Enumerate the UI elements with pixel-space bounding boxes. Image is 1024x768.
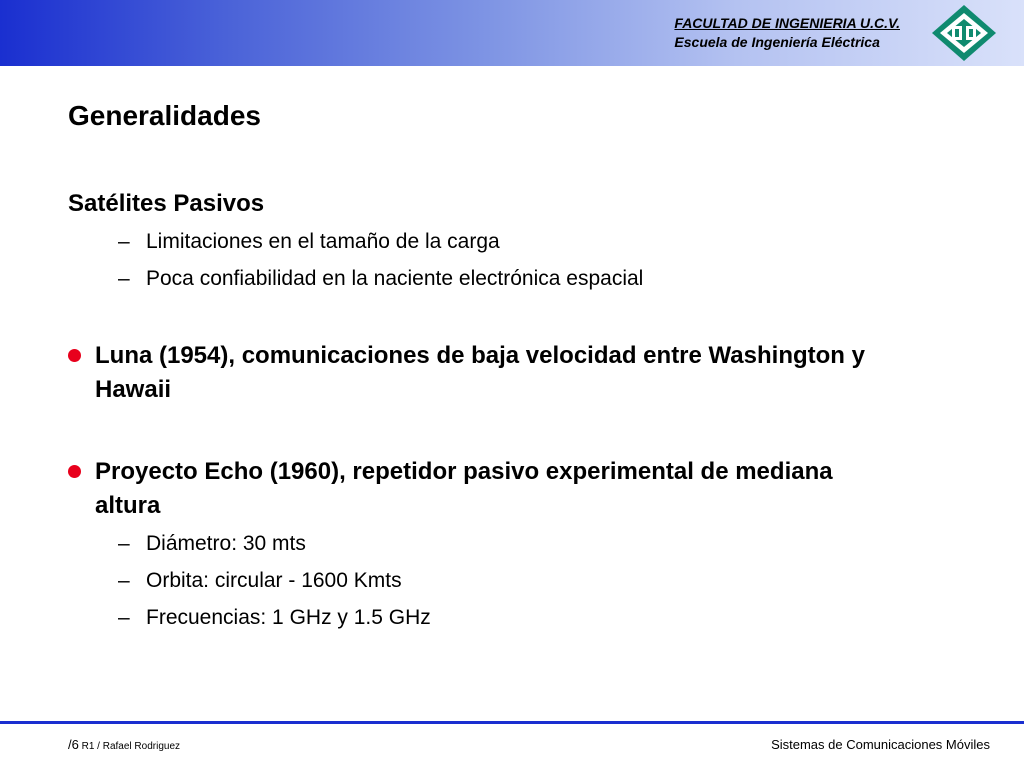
bullet-item — [68, 455, 868, 523]
dash-marker: – — [118, 569, 130, 592]
header-text — [674, 14, 900, 52]
list-item — [118, 530, 306, 558]
page-number: /6 — [68, 737, 79, 752]
footer-course: Sistemas de Comunicaciones Móviles — [771, 737, 990, 752]
bullet-text: Proyecto Echo (1960), repetidor pasivo experimental de mediana altura — [95, 458, 833, 519]
slide-title: Generalidades — [68, 100, 261, 131]
bullet-text: Luna (1954), comunicaciones de baja velocidad entre Washington y Hawaii — [95, 342, 865, 403]
bullet-dot-icon — [68, 465, 81, 478]
faculty-name: FACULTAD DE INGENIERIA U.C.V. — [674, 15, 900, 31]
footer-left — [68, 738, 180, 754]
list-item — [118, 265, 643, 293]
dash-marker: – — [118, 532, 130, 555]
footer-author: R1 / Rafael Rodriguez — [81, 741, 181, 752]
bullet-item — [68, 339, 868, 407]
section-heading: Satélites Pasivos — [68, 190, 265, 217]
list-item — [118, 604, 431, 632]
footer-divider — [0, 721, 1024, 724]
school-name: Escuela de Ingeniería Eléctrica — [674, 34, 880, 50]
list-item-text: Diámetro: 30 mts — [146, 532, 306, 555]
dash-marker: – — [118, 606, 130, 629]
list-item — [118, 567, 402, 595]
list-item-text: Orbita: circular - 1600 Kmts — [146, 569, 402, 592]
list-item-text: Poca confiabilidad en la naciente electrónica espacial — [146, 267, 644, 290]
bullet-dot-icon — [68, 349, 81, 362]
list-item-text: Frecuencias: 1 GHz y 1.5 GHz — [146, 606, 431, 629]
ucv-engineering-logo-icon — [930, 3, 998, 63]
dash-marker: – — [118, 230, 130, 253]
list-item-text: Limitaciones en el tamaño de la carga — [146, 230, 500, 253]
list-item — [118, 228, 500, 256]
dash-marker: – — [118, 267, 130, 290]
